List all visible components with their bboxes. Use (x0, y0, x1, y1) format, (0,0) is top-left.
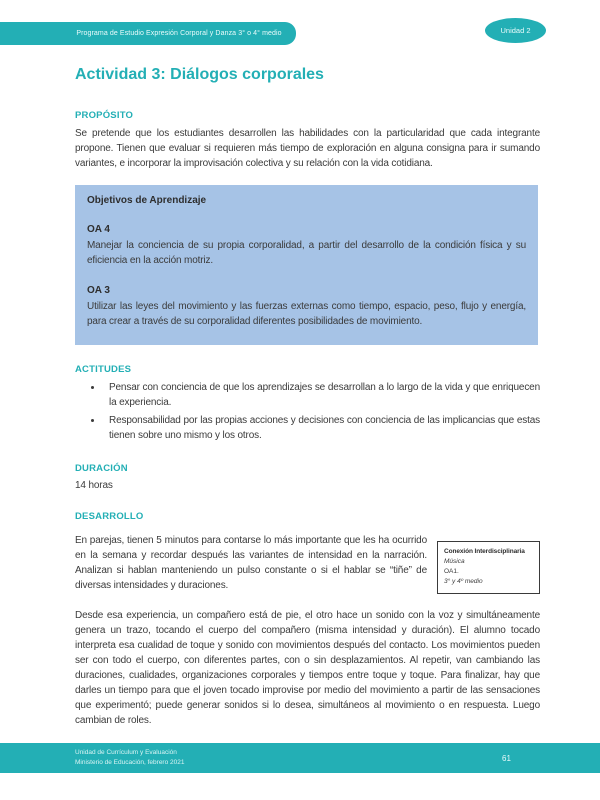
desarrollo-paragraph-2: Desde esa experiencia, un compañero está de pie, el otro hace un sonido con la voz y simultáneamente genera un trazo, tocando el cuerpo del compañero (misma intensidad y duración). El alumno tocado interpreta esa cualidad de toque y sonido con movimientos después del contacto. Los movimientos pueden ser con todo el cuerpo, con diferentes partes, con o sin desplazamientos. Al repetir, van cambiando las duraciones, cualidades, organizaciones corporales y tiempos entre toque y toque. Para finalizar, hay que darles un tiempo para que el joven tocado improvise por medio del movimiento a partir de las sensaciones que experimentó; puede generar sonidos si lo desea, simultáneos al movimiento o en respuesta. Luego cambian de roles. (75, 610, 540, 726)
section-heading-duracion: DURACIÓN (75, 463, 128, 474)
header-program-bar (0, 22, 296, 45)
desarrollo-row (75, 533, 540, 594)
oa-code: OA 3 (87, 285, 110, 296)
conexion-level: 3° y 4º medio (444, 578, 483, 585)
desarrollo-paragraph-1: En parejas, tienen 5 minutos para contarse lo más importante que les ha ocurrido en la semana y recordar después las variantes de intensidad en la narración. Analizan si hablan manteniendo un pulso constante o si el hablar se “tiñe” de diversas intensidades y duraciones. (75, 535, 427, 591)
conexion-interdisciplinaria-box (437, 541, 540, 594)
conexion-subject: Música (444, 558, 465, 565)
oa-item (87, 223, 526, 268)
actitudes-bullet: • Pensar con conciencia de que los aprendizajes se desarrollan a lo largo de la vida y que enriquecen la experiencia. (103, 380, 540, 410)
actitudes-bullet: • Responsabilidad por las propias acciones y decisiones con conciencia de las implicancias que estas tienen sobre uno mismo y los otros. (103, 413, 540, 443)
page-number: 61 (502, 753, 511, 763)
content-column (75, 64, 540, 728)
page-title: Actividad 3: Diálogos corporales (75, 66, 324, 83)
section-heading-desarrollo: DESARROLLO (75, 511, 144, 522)
proposito-paragraph: Se pretende que los estudiantes desarrollen las habilidades con la particularidad que cada integrante propone. Tienen que evaluar si requieren más tiempo de exploración en alguna consigna para ir sumando variantes, e incorporar la improvisación colectiva y su relación con la vida cotidiana. (75, 128, 540, 169)
objetivos-box (75, 185, 538, 345)
footer-line-1: Unidad de Currículum y Evaluación (75, 749, 177, 756)
actitudes-list (75, 380, 540, 443)
footer-credits (0, 748, 184, 768)
section-heading-actitudes: ACTITUDES (75, 364, 132, 375)
objetivos-box-heading: Objetivos de Aprendizaje (87, 195, 207, 206)
unit-badge-label: Unidad 2 (500, 26, 531, 35)
header-program-label: Programa de Estudio Expresión Corporal y Danza 3° o 4° medio (76, 30, 282, 37)
footer-line-2: Ministerio de Educación, febrero 2021 (75, 759, 185, 766)
oa-text: Manejar la conciencia de su propia corporalidad, a partir del desarrollo de la condición física y su eficiencia en la acción motriz. (87, 240, 526, 266)
oa-item (87, 284, 526, 329)
oa-text: Utilizar las leyes del movimiento y las fuerzas externas como tiempo, espacio, peso, flujo y energía, para crear a través de su corporalidad diferentes posibilidades de movimiento. (87, 301, 526, 327)
conexion-oa: OA1. (444, 568, 459, 575)
conexion-heading: Conexión Interdisciplinaria (444, 548, 525, 555)
duracion-value: 14 horas (75, 480, 113, 491)
unit-badge (485, 18, 546, 43)
section-heading-proposito: PROPÓSITO (75, 110, 134, 121)
oa-code: OA 4 (87, 224, 110, 235)
footer-bar (0, 743, 600, 773)
